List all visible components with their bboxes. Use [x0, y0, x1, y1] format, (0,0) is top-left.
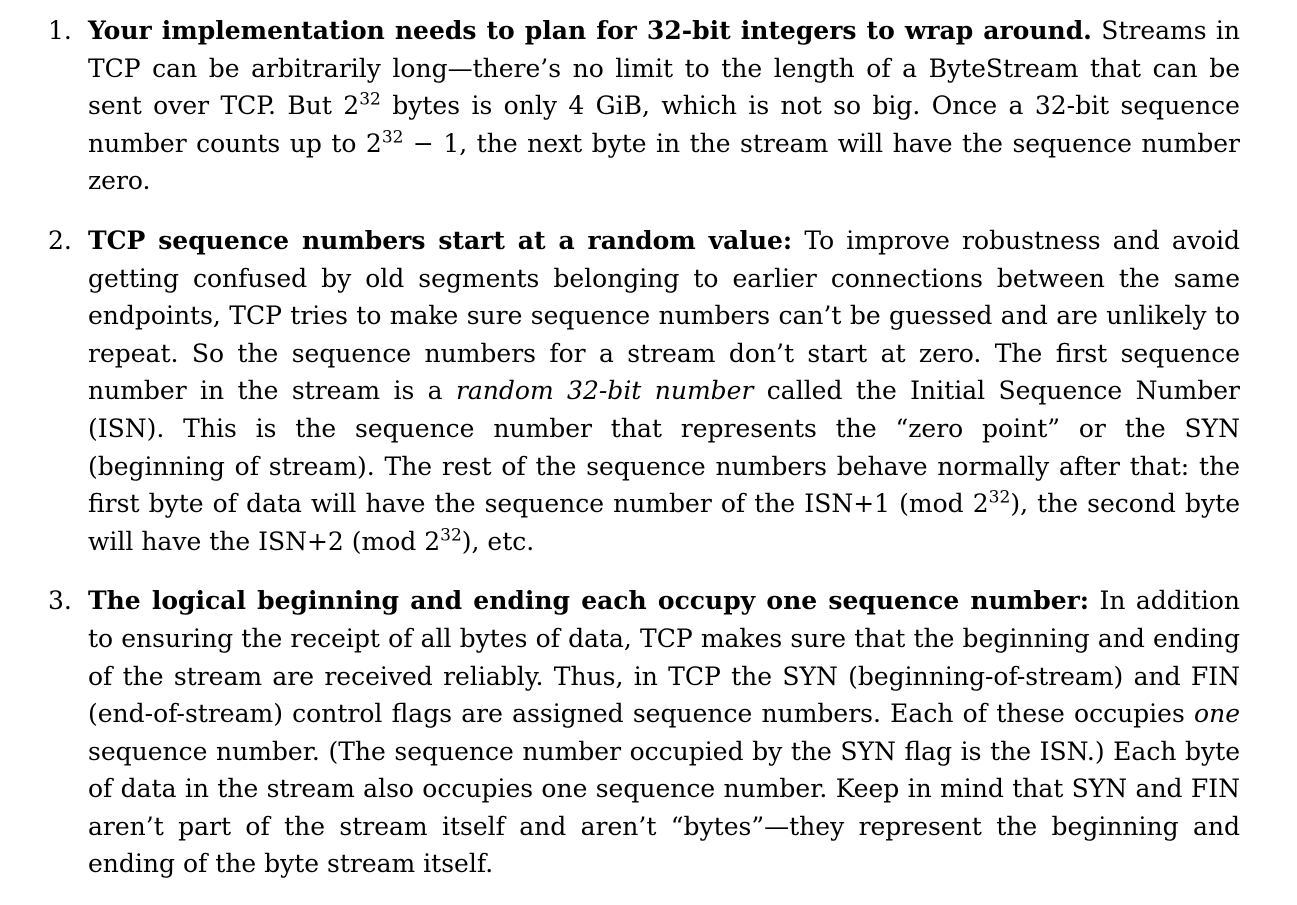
- item-number: 1.: [48, 16, 72, 45]
- superscript: 32: [988, 487, 1011, 508]
- text-run: ), etc.: [461, 526, 535, 556]
- text-run: Streams in TCP can be arbitrarily long—there’s no limit to the length of a ByteStream that can be sent over TCP. But 2: [88, 16, 1240, 121]
- emphasis: random 32-bit number: [455, 376, 754, 406]
- text-run: In addition to ensuring the receipt of all bytes of data, TCP makes sure that the beginning and ending of the stream are received reliably. Thus, in TCP the SYN (beginning-of-stream) and FIN (end-of-stream) control flags are assigned sequence numbers. Each of these occupies: [88, 586, 1240, 729]
- item-heading: TCP sequence numbers start at a random value:: [88, 225, 793, 255]
- emphasis: one: [1194, 699, 1240, 729]
- superscript: 32: [381, 127, 404, 148]
- text-run: − 1, the next byte in the stream will have the sequence number zero.: [88, 128, 1240, 196]
- text-run: To improve robustness and avoid getting confused by old segments belonging to earlier connections between the same endpoints, TCP tries to make sure sequence numbers can’t be guessed and are unlikely to repeat. So the sequence numbers for a stream don’t start at zero. The first sequence number in the stream is a: [88, 225, 1240, 406]
- text-run: bytes is only 4 GiB, which is not so big. Once a 32-bit sequence number counts up to 2: [88, 91, 1240, 158]
- document-body: [48, 12, 1240, 905]
- item-number: 2.: [48, 225, 72, 255]
- item-text: [88, 12, 1240, 200]
- list-item-2: [48, 222, 1240, 560]
- list-item-1: [48, 12, 1240, 200]
- item-text: [88, 222, 1240, 560]
- item-text: [88, 582, 1240, 883]
- text-run: called the Initial Sequence Number (ISN). This is the sequence number that represents the “zero point” or the SYN (beginning of stream). The rest of the sequence numbers behave normally after that: the first byte of data will have the sequence number of the ISN+1 (mod 2: [88, 376, 1241, 519]
- superscript: 32: [359, 89, 381, 110]
- item-heading: Your implementation needs to plan for 32-bit integers to wrap around.: [88, 16, 1092, 45]
- text-run: ), the second byte will have the ISN+2 (mod 2: [88, 489, 1241, 556]
- item-heading: The logical beginning and ending each occupy one sequence number:: [88, 586, 1090, 616]
- item-number: 3.: [48, 586, 72, 616]
- list-item-3: [48, 582, 1240, 883]
- text-run: sequence number. (The sequence number occupied by the SYN flag is the ISN.) Each byte of data in the stream also occupies one sequence number. Keep in mind that SYN and FIN aren’t part of the stream itself and aren’t “bytes”—they represent the beginning and ending of the byte stream itself.: [88, 736, 1240, 879]
- superscript: 32: [440, 525, 462, 546]
